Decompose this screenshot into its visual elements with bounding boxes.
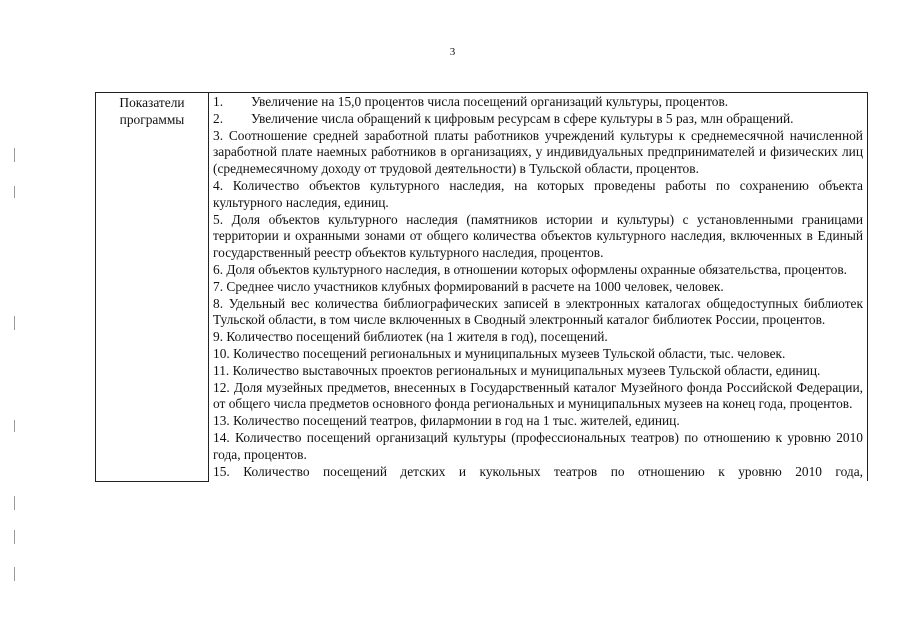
item-number: 1. <box>213 94 224 109</box>
item-number: 11. <box>213 362 230 378</box>
item-text: Увеличение на 15,0 процентов числа посещений организаций культуры, процентов. <box>251 94 729 109</box>
item-text: Количество посещений региональных и муниципальных музеев Тульской области, тыс. человек. <box>233 345 786 361</box>
item-text: Количество посещений библиотек (на 1 жителя в год), посещений. <box>226 329 608 345</box>
scan-mark <box>14 567 15 581</box>
item-number: 4. <box>213 177 224 193</box>
list-item <box>213 430 863 464</box>
item-text: Удельный вес количества библиографических записей в электронных каталогах общедоступных библиотек Тульской области, в том числе включенных в Сводный электронный каталог библиотек России, процентов. <box>213 295 863 328</box>
scan-mark <box>14 186 15 198</box>
list-item <box>213 128 863 178</box>
table-row <box>96 93 868 482</box>
item-number: 12. <box>213 379 230 395</box>
item-number: 13. <box>213 413 230 429</box>
list-item <box>213 279 863 296</box>
list-item <box>213 262 863 279</box>
content-cell <box>209 93 868 482</box>
list-item <box>213 296 863 330</box>
list-item <box>213 111 863 128</box>
list-item <box>213 178 863 212</box>
item-text: Количество посещений детских и кукольных театров по отношению к уровню 2010 года, <box>243 463 863 479</box>
item-text: Доля объектов культурного наследия (памятников истории и культуры) с установленными границами территории и охранными зонами от общего количества объектов культурного наследия, включенных в Единый государственный реестр объектов культурного наследия, процентов. <box>213 211 863 261</box>
item-text: Количество выставочных проектов региональных и муниципальных музеев Тульской области, единиц. <box>232 362 821 378</box>
list-item <box>213 94 863 111</box>
item-number: 9. <box>213 329 224 345</box>
list-item <box>213 413 863 430</box>
item-number: 15. <box>213 463 230 479</box>
item-text: Доля музейных предметов, внесенных в Государственный каталог Музейного фонда Российской Федерации, от общего числа предметов основного фонда региональных и муниципальных музеев на конец года, процентов. <box>213 379 863 412</box>
item-text: Доля объектов культурного наследия, в отношении которых оформлены охранные обязательства, процентов. <box>226 261 848 277</box>
item-text: Количество посещений театров, филармонии в год на 1 тыс. жителей, единиц. <box>233 413 680 429</box>
scan-mark <box>14 496 15 510</box>
item-text: Увеличение числа обращений к цифровым ресурсам в сфере культуры в 5 раз, млн обращений. <box>251 110 794 126</box>
item-number: 2. <box>213 110 224 126</box>
label-cell: Показатели программы <box>96 93 209 482</box>
list-item <box>213 380 863 414</box>
list-item <box>213 329 863 346</box>
item-number: 10. <box>213 345 230 361</box>
list-item <box>213 212 863 262</box>
scan-mark <box>14 530 15 544</box>
indicators-table <box>95 92 868 482</box>
scan-mark <box>14 316 15 330</box>
item-number: 5. <box>213 211 224 227</box>
list-item <box>213 346 863 363</box>
item-number: 3. <box>213 127 224 143</box>
page-number: 3 <box>449 46 456 58</box>
item-text: Среднее число участников клубных формирований в расчете на 1000 человек, человек. <box>226 278 724 294</box>
item-number: 6. <box>213 261 224 277</box>
item-number: 7. <box>213 278 224 294</box>
item-text: Количество объектов культурного наследия, на которых проведены работы по сохранению объекта культурного наследия, единиц. <box>213 177 863 210</box>
scan-mark <box>14 420 15 432</box>
list-item <box>213 464 863 481</box>
list-item <box>213 363 863 380</box>
scan-mark <box>14 148 15 162</box>
item-number: 8. <box>213 295 224 311</box>
item-number: 14. <box>213 429 230 445</box>
item-text: Соотношение средней заработной платы работников учреждений культуры к среднемесячной начисленной заработной плате наемных работников в организациях, у индивидуальных предпринимателей и физических лиц (среднемесячному доходу от трудовой деятельности) в Тульской области, процентов. <box>213 127 863 177</box>
item-text: Количество посещений организаций культуры (профессиональных театров) по отношению к уровню 2010 года, процентов. <box>213 429 863 462</box>
